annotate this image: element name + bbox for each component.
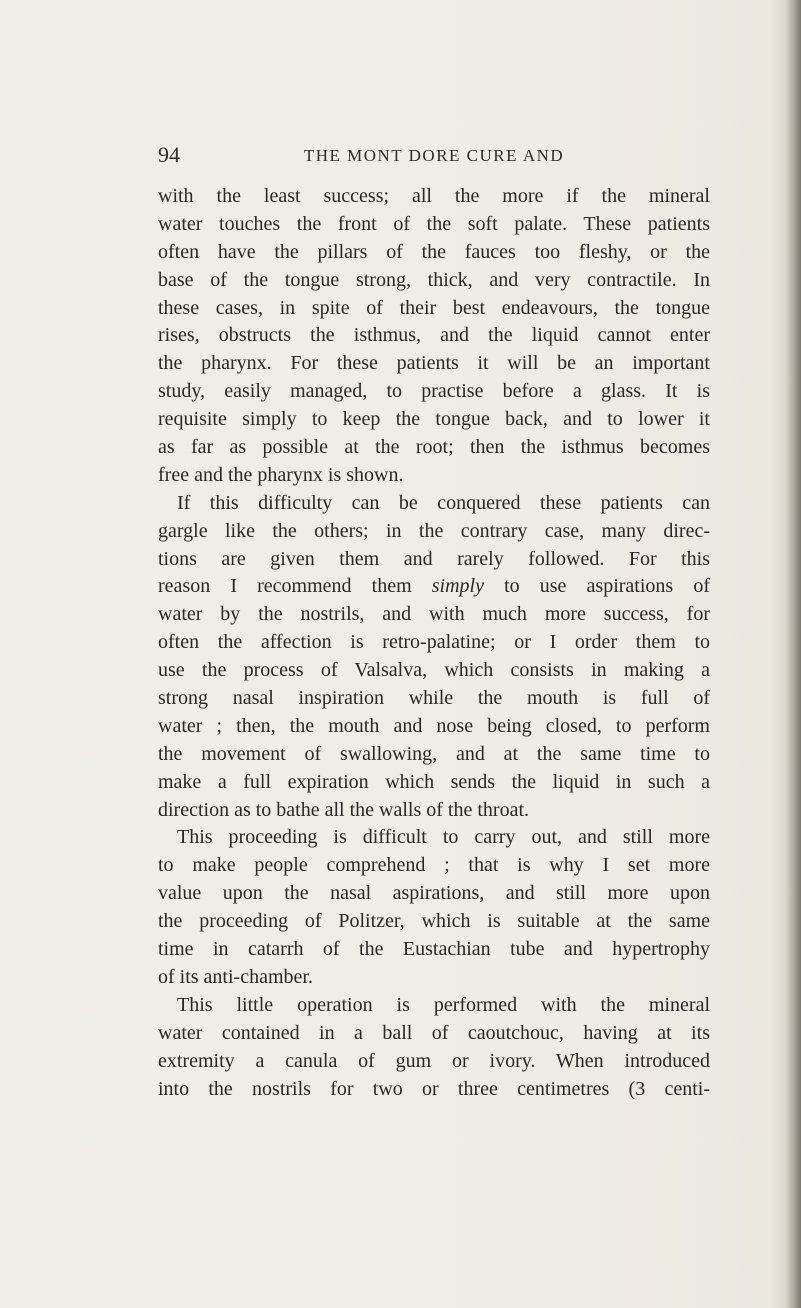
text-line: often the affection is retro-palatine; or I order them to: [158, 631, 710, 654]
text-line: study, easily managed, to practise before a glass. It is: [158, 380, 710, 403]
text-line: water by the nostrils, and with much more success, for: [158, 603, 710, 626]
text-line: extremity a canula of gum or ivory. When introduced: [158, 1049, 710, 1072]
text-line: tions are given them and rarely followed. For this: [158, 547, 710, 570]
line-segment: reason I recommend them: [158, 575, 412, 598]
text-line-with-italic: [158, 573, 710, 601]
text-line: direction as to bathe all the walls of the throat.: [158, 798, 529, 821]
text-line: these cases, in spite of their best endeavours, the tongue: [158, 296, 710, 319]
text-line: rises, obstructs the isthmus, and the liquid cannot enter: [158, 324, 710, 347]
text-line: use the process of Valsalva, which consists in making a: [158, 659, 710, 682]
text-line: requisite simply to keep the tongue back, and to lower it: [158, 408, 710, 431]
text-line: with the least success; all the more if the mineral: [158, 185, 710, 207]
page-header: [158, 142, 710, 172]
text-line: gargle like the others; in the contrary case, many direc-: [158, 519, 710, 542]
page-edge-shadow: [785, 0, 801, 1308]
text-line: base of the tongue strong, thick, and very contractile. In: [158, 268, 710, 291]
text-line: water ; then, the mouth and nose being closed, to perform: [158, 714, 710, 737]
paragraph-first-line: If this difficulty can be conquered these patients can: [177, 491, 710, 514]
text-line: water touches the front of the soft palate. These patients: [158, 212, 710, 235]
text-line: make a full expiration which sends the liquid in such a: [158, 770, 710, 793]
italic-word: simply: [431, 575, 484, 598]
text-line: the pharynx. For these patients it will be an important: [158, 352, 710, 375]
text-line: of its anti-chamber.: [158, 965, 313, 988]
text-line: value upon the nasal aspirations, and still more upon: [158, 882, 710, 905]
line-segment: to use aspirations of: [504, 575, 710, 598]
text-line: water contained in a ball of caoutchouc, having at its: [158, 1021, 710, 1044]
page-number: 94: [158, 142, 180, 167]
text-line: time in catarrh of the Eustachian tube and hypertrophy: [158, 938, 710, 961]
text-line: often have the pillars of the fauces too fleshy, or the: [158, 240, 710, 263]
text-line: the movement of swallowing, and at the same time to: [158, 742, 710, 765]
text-line: free and the pharynx is shown.: [158, 463, 404, 486]
text-line: to make people comprehend ; that is why I set more: [158, 854, 710, 877]
paragraph-first-line: This proceeding is difficult to carry out, and still more: [177, 826, 710, 849]
text-line: into the nostrils for two or three centimetres (3 centi-: [158, 1077, 710, 1100]
paragraph-first-line: This little operation is performed with the mineral: [177, 993, 710, 1016]
text-line: strong nasal inspiration while the mouth is full of: [158, 687, 710, 710]
body-text: [158, 183, 710, 1103]
running-head: THE MONT DORE CURE AND: [303, 146, 565, 165]
text-line: as far as possible at the root; then the isthmus becomes: [158, 436, 710, 459]
text-line: the proceeding of Politzer, which is suitable at the same: [158, 910, 710, 933]
